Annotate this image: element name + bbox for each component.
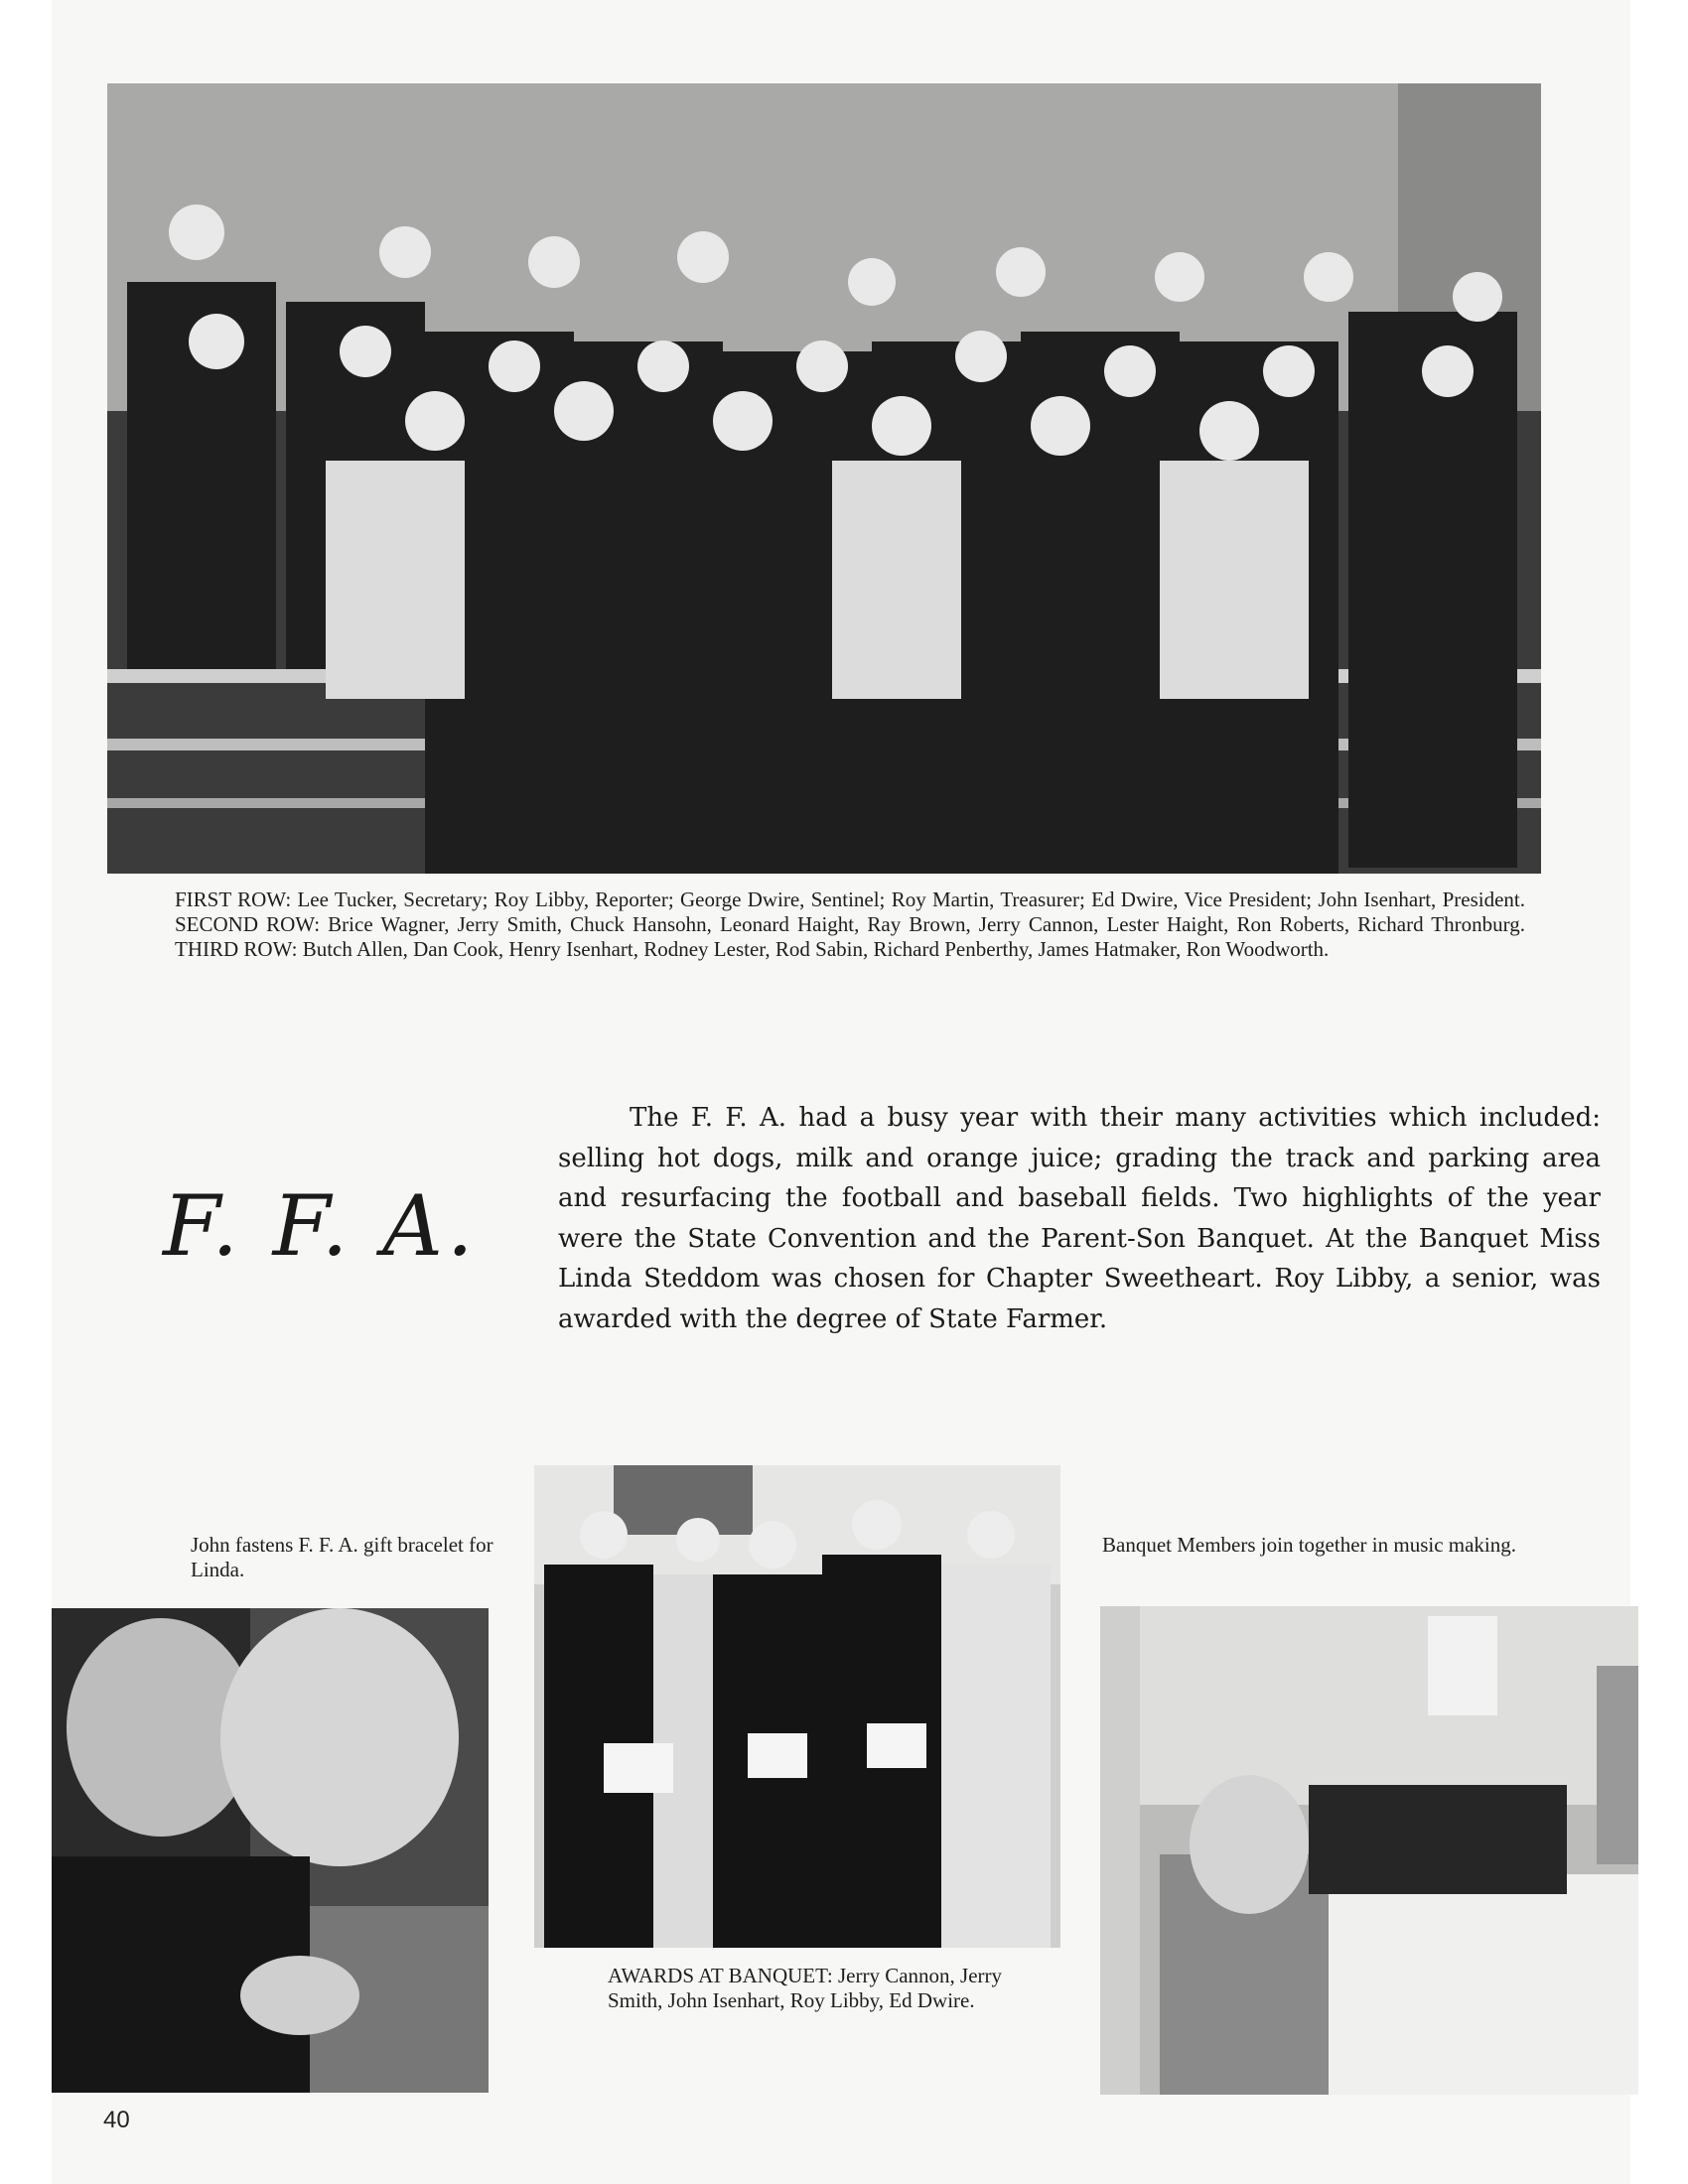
awards-photo xyxy=(534,1465,1060,1948)
center-photo-caption: AWARDS AT BANQUET: Jerry Cannon, Jerry Smith, John Isenhart, Roy Libby, Ed Dwire. xyxy=(608,1964,1003,2012)
page-title: F. F. A. xyxy=(163,1177,478,1275)
group-photo xyxy=(107,83,1541,874)
group-photo-caption: FIRST ROW: Lee Tucker, Secretary; Roy Libby, Reporter; George Dwire, Sentinel; Roy Martin, Treasurer; Ed Dwire, Vice President; John Isenhart, President. SECOND ROW: Brice Wagner, Jerry Smith, Chuck Hansohn, Leonard Haight, Ray Brown, Jerry Cannon, Lester Haight, Ron Roberts, Richard Thronburg. THIRD ROW: Butch Allen, Dan Cook, Henry Isenhart, Rodney Lester, Rod Sabin, Richard Penberthy, James Hatmaker, Ron Woodworth. xyxy=(175,887,1525,961)
left-photo-caption: John fastens F. F. A. gift bracelet for Linda. xyxy=(191,1533,493,1581)
yearbook-page xyxy=(52,0,1630,2184)
right-photo-caption: Banquet Members join together in music making. xyxy=(1102,1533,1517,1557)
bracelet-photo xyxy=(52,1608,489,2093)
banquet-photo xyxy=(1100,1606,1638,2095)
page-number: 40 xyxy=(103,2107,130,2133)
article-body: The F. F. A. had a busy year with their many activities which included: selling hot dogs, milk and orange juice; grading the track and parking area and resurfacing the football and baseball fields. Two highlights of the year were the State Convention and the Parent-Son Banquet. At the Banquet Miss Linda Steddom was chosen for Chapter Sweetheart. Roy Libby, a senior, was awarded with the degree of State Farmer. xyxy=(558,1103,1601,1334)
